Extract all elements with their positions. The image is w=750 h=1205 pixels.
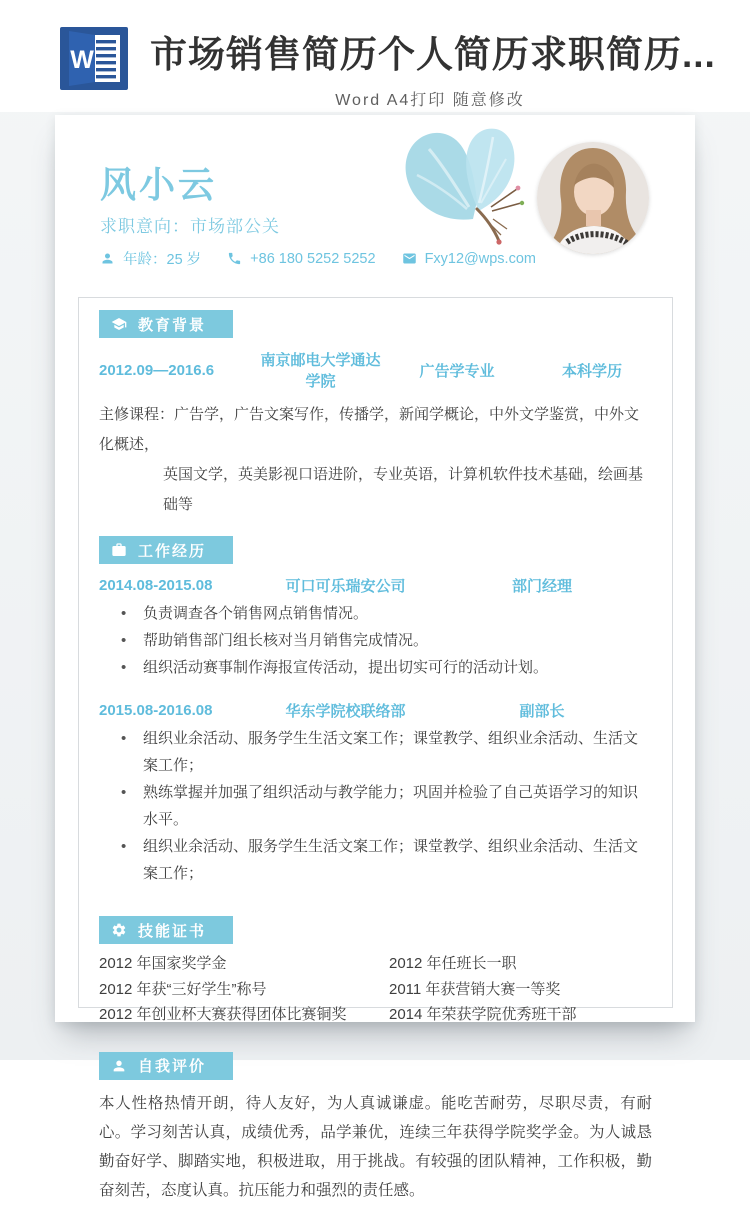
section-title: 自我评价 <box>138 1058 207 1075</box>
job-period: 2014.08-2015.08 <box>99 577 213 594</box>
education-courses <box>99 400 652 520</box>
education-degree: 本科学历 <box>561 362 622 380</box>
resume-content-box <box>78 297 673 1199</box>
phone-icon <box>227 251 242 266</box>
resume-name: 风小云 <box>100 164 218 205</box>
skill-item: 2012 年创业杯大赛获得团体比赛铜奖 <box>99 1006 347 1023</box>
gear-icon <box>111 922 127 938</box>
job-bullet: • 组织业余活动、服务学生生活文案工作；课堂教学、组织业余活动、生活文案工作； <box>99 833 652 887</box>
education-period: 2012.09—2016.6 <box>99 361 215 379</box>
job-period: 2015.08-2016.08 <box>99 702 213 719</box>
person-icon <box>100 251 115 266</box>
job-objective: 求职意向：市场部公关 <box>100 217 280 236</box>
listing-header <box>0 0 750 112</box>
contact-email-text: Fxy12@wps.com <box>424 250 536 267</box>
skill-item: 2012 年国家奖学金 <box>99 955 227 972</box>
listing-title: 市场销售简历个人简历求职简历... <box>150 34 716 75</box>
job-row <box>99 575 652 596</box>
section-title: 技能证书 <box>138 922 207 940</box>
job-bullet: • 帮助销售部门组长核对当月销售完成情况。 <box>99 627 652 654</box>
self-evaluation-text: 本人性格热情开朗，待人友好，为人真诚谦虚。能吃苦耐劳，尽职尽责，有耐心。学习刻苦认真，成绩优秀，品学兼优，连续三年获得学院奖学金。为人诚恳勤奋好学、脚踏实地，积极进取，用于挑战。有较强的团队精神，工作积极，勤奋刻苦，态度认真。抗压能力和强烈的责任感。 <box>99 1094 652 1199</box>
education-major: 广告学专业 <box>419 362 495 380</box>
contact-age-text: 年龄：25 岁 <box>123 252 202 268</box>
resume-page <box>55 115 695 1199</box>
butterfly-illustration <box>393 119 535 289</box>
skills-grid <box>99 951 652 1028</box>
contact-phone <box>227 251 375 267</box>
contact-age <box>100 248 201 269</box>
job-bullet: • 组织活动赛事制作海报宣传活动，提出切实可行的活动计划。 <box>99 654 652 681</box>
section-header-experience <box>99 536 233 564</box>
job-company: 华东学院校联络部 <box>285 703 406 720</box>
skill-item: 2014 年荣获学院优秀班干部 <box>389 1006 577 1023</box>
job-role: 部门经理 <box>511 578 572 595</box>
contact-phone-text: +86 180 5252 5252 <box>250 250 376 267</box>
job-bullet: • 熟练掌握并加强了组织活动与教学能力；巩固并检验了自己英语学习的知识水平。 <box>99 779 652 833</box>
section-header-evaluation <box>99 1052 233 1080</box>
courses-line-1: 主修课程：广告学，广告文案写作，传播学，新闻学概论，中外文学鉴赏，中外文化概述， <box>99 406 640 453</box>
section-header-skills <box>99 916 233 944</box>
person-badge-icon <box>111 1058 127 1074</box>
section-title: 工作经历 <box>138 542 207 560</box>
section-title: 教育背景 <box>138 316 207 334</box>
skill-item: 2011 年获营销大赛一等奖 <box>389 980 561 998</box>
svg-text:W: W <box>70 46 94 74</box>
job-company: 可口可乐瑞安公司 <box>285 578 406 595</box>
job-bullet: • 组织业余活动、服务学生生活文案工作；课堂教学、组织业余活动、生活文案工作； <box>99 725 652 779</box>
word-logo-icon <box>60 27 128 90</box>
job-bullet-list <box>99 725 652 887</box>
job-bullet: • 负责调查各个销售网点销售情况。 <box>99 600 652 627</box>
job-role: 副部长 <box>519 703 565 720</box>
briefcase-icon <box>111 542 127 558</box>
skill-item: 2012 年任班长一职 <box>389 955 517 972</box>
listing-subtitle: Word A4打印 随意修改 <box>335 92 525 109</box>
courses-line-2: 英国文学，英美影视口语进阶，专业英语，计算机软件技术基础，绘画基础等 <box>163 466 644 513</box>
profile-photo <box>537 142 649 254</box>
section-header-education <box>99 310 233 338</box>
job-row <box>99 700 652 721</box>
skill-item: 2012 年获“三好学生”称号 <box>99 980 267 998</box>
education-school: 南京邮电大学通达学院 <box>260 352 381 390</box>
graduation-cap-icon <box>111 316 127 332</box>
job-bullet-list <box>99 600 652 681</box>
education-row <box>99 349 652 391</box>
title-block <box>150 24 716 110</box>
